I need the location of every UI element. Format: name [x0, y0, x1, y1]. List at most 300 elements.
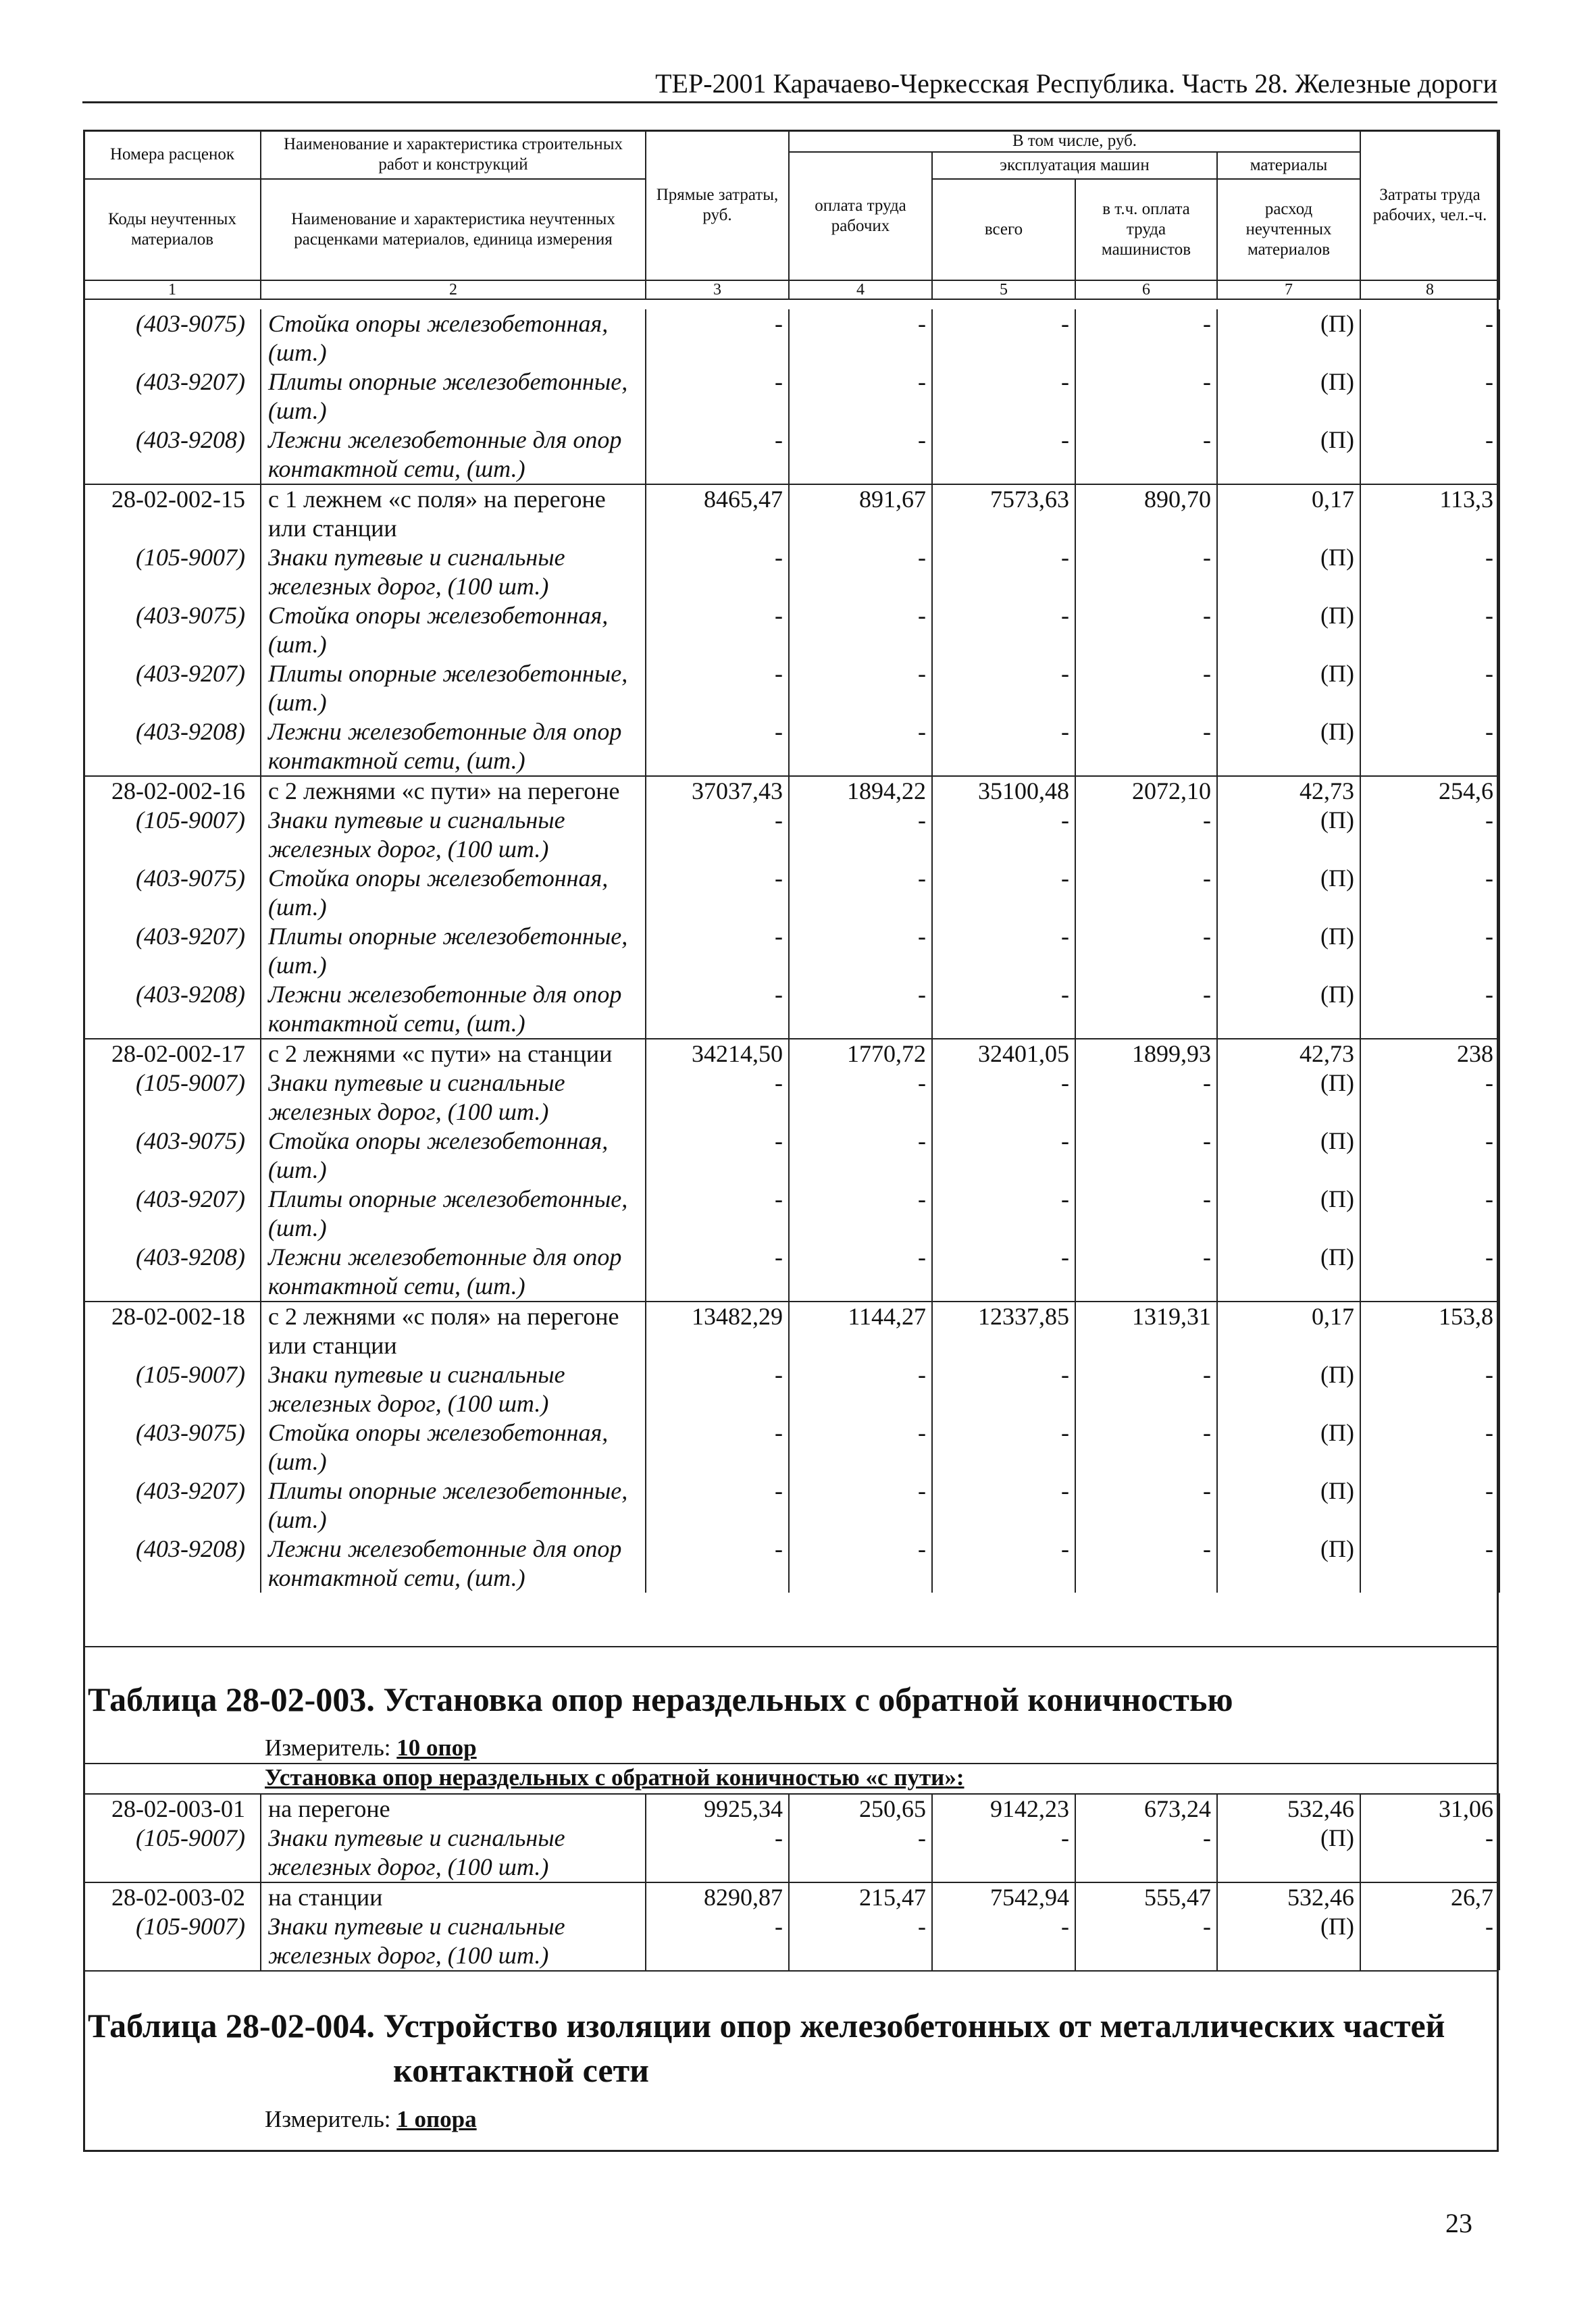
material-row [84, 1418, 1499, 1476]
rate-description: с 1 лежнем «с поля» на перегоне или станции [261, 484, 646, 543]
material-description [261, 1360, 646, 1418]
value-col-7: (П) [1217, 980, 1360, 1039]
measure-value: 10 опор [396, 1734, 477, 1761]
material-code: (403-9208) [84, 1243, 261, 1302]
column-number: 3 [646, 280, 789, 299]
value-col-8: 254,6 [1360, 776, 1499, 806]
header-material-usage: расход неучтенных материалов [1217, 179, 1360, 280]
material-description [261, 1824, 646, 1882]
value-col-4: - [789, 864, 932, 922]
value-col-4: 1894,22 [789, 776, 932, 806]
material-description [261, 1069, 646, 1127]
material-code: (105-9007) [84, 806, 261, 864]
material-description [261, 806, 646, 864]
value-col-7: (П) [1217, 1127, 1360, 1185]
material-description-text: Знаки путевые и сигнальные железных дорог, (100 шт.) [268, 544, 565, 600]
value-col-4: - [789, 922, 932, 980]
value-col-8: - [1360, 1824, 1499, 1882]
material-row [84, 1069, 1499, 1127]
value-col-3: 13482,29 [646, 1302, 789, 1360]
material-description-text: Стойка опоры железобетонная, (шт.) [268, 865, 609, 921]
header-materials: материалы [1217, 152, 1360, 179]
value-col-5: 12337,85 [932, 1302, 1075, 1360]
value-col-5: - [932, 864, 1075, 922]
value-col-3: - [646, 1360, 789, 1418]
value-col-6: - [1075, 1418, 1217, 1476]
material-code: (105-9007) [84, 1912, 261, 1970]
value-col-6: - [1075, 980, 1217, 1039]
page-header: ТЕР-2001 Карачаево-Черкесская Республика. Часть 28. Железные дороги [655, 68, 1497, 99]
value-col-7: (П) [1217, 367, 1360, 426]
value-col-7: 0,17 [1217, 1302, 1360, 1360]
value-col-5: - [932, 659, 1075, 717]
value-col-8: - [1360, 1069, 1499, 1127]
rate-row [84, 1302, 1499, 1360]
value-col-6: - [1075, 543, 1217, 601]
value-col-3: 8290,87 [646, 1882, 789, 1912]
header-including: В том числе, руб. [789, 130, 1360, 152]
material-description [261, 980, 646, 1039]
value-col-5: 35100,48 [932, 776, 1075, 806]
value-col-5: 7573,63 [932, 484, 1075, 543]
header-machines: эксплуатация машин [932, 152, 1217, 179]
material-code: (403-9075) [84, 601, 261, 659]
value-col-6: - [1075, 1069, 1217, 1127]
value-col-3: 8465,47 [646, 484, 789, 543]
value-col-4: - [789, 717, 932, 776]
material-description-text: Стойка опоры железобетонная, (шт.) [268, 1127, 609, 1183]
column-number: 8 [1360, 280, 1499, 299]
value-col-7: (П) [1217, 659, 1360, 717]
value-col-5: - [932, 1418, 1075, 1476]
material-code: (403-9208) [84, 426, 261, 484]
column-number: 6 [1075, 280, 1217, 299]
value-col-5: 32401,05 [932, 1039, 1075, 1069]
value-col-3: - [646, 1912, 789, 1970]
material-description [261, 1476, 646, 1535]
value-col-5: - [932, 980, 1075, 1039]
material-description-text: Плиты опорные железобетонные, (шт.) [268, 1185, 628, 1241]
value-col-4: 215,47 [789, 1882, 932, 1912]
value-col-4: - [789, 1127, 932, 1185]
material-description-text: Знаки путевые и сигнальные железных дорог, (100 шт.) [268, 806, 565, 863]
material-description [261, 1535, 646, 1593]
value-col-7: (П) [1217, 543, 1360, 601]
rates-table-002 [83, 309, 1500, 1593]
value-col-3: - [646, 543, 789, 601]
measure-value: 1 опора [396, 2106, 477, 2132]
value-col-4: - [789, 980, 932, 1039]
material-row [84, 659, 1499, 717]
rate-code: 28-02-002-18 [84, 1302, 261, 1360]
divider [83, 1646, 1499, 1647]
value-col-6: - [1075, 1243, 1217, 1302]
value-col-3: - [646, 1127, 789, 1185]
value-col-7: (П) [1217, 1535, 1360, 1593]
value-col-6: - [1075, 309, 1217, 367]
value-col-6: 673,24 [1075, 1794, 1217, 1824]
material-description-text: Знаки путевые и сигнальные железных дорог, (100 шт.) [268, 1913, 565, 1969]
header-worker-pay: оплата труда рабочих [789, 152, 932, 280]
value-col-7: (П) [1217, 806, 1360, 864]
value-col-8: - [1360, 1360, 1499, 1418]
material-row [84, 922, 1499, 980]
material-description [261, 1243, 646, 1302]
value-col-4: - [789, 1824, 932, 1882]
rate-code: 28-02-003-02 [84, 1882, 261, 1912]
value-col-8: - [1360, 1418, 1499, 1476]
value-col-4: 1770,72 [789, 1039, 932, 1069]
value-col-3: - [646, 717, 789, 776]
material-code: (403-9208) [84, 717, 261, 776]
value-col-3: - [646, 1243, 789, 1302]
material-description [261, 1127, 646, 1185]
material-row [84, 1912, 1499, 1970]
value-col-6: - [1075, 806, 1217, 864]
material-description-text: Стойка опоры железобетонная, (шт.) [268, 602, 609, 658]
value-col-8: - [1360, 659, 1499, 717]
value-col-4: - [789, 1185, 932, 1243]
value-col-7: (П) [1217, 601, 1360, 659]
material-row [84, 367, 1499, 426]
material-row [84, 980, 1499, 1039]
value-col-7: 42,73 [1217, 776, 1360, 806]
material-code: (403-9207) [84, 659, 261, 717]
table-004-measure [265, 2106, 477, 2133]
value-col-7: 0,17 [1217, 484, 1360, 543]
material-description [261, 1418, 646, 1476]
value-col-5: - [932, 1185, 1075, 1243]
value-col-8: - [1360, 806, 1499, 864]
value-col-3: - [646, 309, 789, 367]
value-col-3: - [646, 1418, 789, 1476]
material-description [261, 309, 646, 367]
value-col-5: - [932, 543, 1075, 601]
value-col-7: (П) [1217, 717, 1360, 776]
material-row [84, 806, 1499, 864]
material-row [84, 543, 1499, 601]
value-col-8: - [1360, 1127, 1499, 1185]
rate-code: 28-02-002-15 [84, 484, 261, 543]
value-col-4: - [789, 1069, 932, 1127]
value-col-4: - [789, 1912, 932, 1970]
table-003-measure [265, 1734, 477, 1762]
material-code: (403-9075) [84, 309, 261, 367]
value-col-5: - [932, 1912, 1075, 1970]
value-col-6: 2072,10 [1075, 776, 1217, 806]
value-col-6: - [1075, 864, 1217, 922]
material-row [84, 309, 1499, 367]
value-col-3: - [646, 367, 789, 426]
value-col-7: (П) [1217, 426, 1360, 484]
value-col-8: - [1360, 1535, 1499, 1593]
value-col-5: - [932, 1476, 1075, 1535]
value-col-3: - [646, 601, 789, 659]
value-col-3: 37037,43 [646, 776, 789, 806]
divider [83, 1970, 1499, 1972]
material-code: (403-9075) [84, 1418, 261, 1476]
value-col-5: - [932, 601, 1075, 659]
header-work-name: Наименование и характеристика строительных работ и конструкций [261, 130, 646, 179]
value-col-6: - [1075, 426, 1217, 484]
material-code: (403-9208) [84, 980, 261, 1039]
material-code: (105-9007) [84, 543, 261, 601]
value-col-5: - [932, 1243, 1075, 1302]
rate-code: 28-02-002-16 [84, 776, 261, 806]
value-col-5: - [932, 1360, 1075, 1418]
material-description-text: Плиты опорные железобетонные, (шт.) [268, 660, 628, 716]
value-col-4: 1144,27 [789, 1302, 932, 1360]
material-description-text: Знаки путевые и сигнальные железных дорог, (100 шт.) [268, 1069, 565, 1125]
material-description [261, 717, 646, 776]
column-number: 1 [84, 280, 261, 299]
value-col-7: 42,73 [1217, 1039, 1360, 1069]
material-description-text: Лежни железобетонные для опор контактной сети, (шт.) [268, 1535, 622, 1591]
material-description [261, 367, 646, 426]
value-col-8: - [1360, 426, 1499, 484]
value-col-8: - [1360, 601, 1499, 659]
value-col-4: - [789, 309, 932, 367]
header-direct-costs: Прямые затраты, руб. [646, 130, 789, 280]
material-row [84, 864, 1499, 922]
material-row [84, 1243, 1499, 1302]
material-description [261, 426, 646, 484]
material-row [84, 1360, 1499, 1418]
value-col-4: - [789, 1535, 932, 1593]
material-description-text: Знаки путевые и сигнальные железных дорог, (100 шт.) [268, 1824, 565, 1880]
value-col-7: (П) [1217, 922, 1360, 980]
header-rule [82, 101, 1497, 103]
value-col-8: - [1360, 1912, 1499, 1970]
value-col-3: - [646, 806, 789, 864]
material-description-text: Лежни железобетонные для опор контактной сети, (шт.) [268, 1243, 622, 1300]
material-code: (403-9075) [84, 1127, 261, 1185]
value-col-3: - [646, 1824, 789, 1882]
rate-row [84, 776, 1499, 806]
material-description [261, 543, 646, 601]
value-col-8: - [1360, 980, 1499, 1039]
value-col-7: (П) [1217, 309, 1360, 367]
material-description [261, 601, 646, 659]
material-row [84, 717, 1499, 776]
page-number: 23 [1445, 2208, 1472, 2238]
measure-label: Измеритель: [265, 1734, 391, 1761]
value-col-8: - [1360, 864, 1499, 922]
value-col-8: 153,8 [1360, 1302, 1499, 1360]
rate-description: с 2 лежнями «с пути» на станции [261, 1039, 646, 1069]
value-col-3: - [646, 1476, 789, 1535]
rate-description: на станции [261, 1882, 646, 1912]
value-col-4: - [789, 543, 932, 601]
material-description-text: Лежни железобетонные для опор контактной сети, (шт.) [268, 718, 622, 774]
value-col-7: 532,46 [1217, 1882, 1360, 1912]
rate-description: на перегоне [261, 1794, 646, 1824]
value-col-8: - [1360, 717, 1499, 776]
material-code: (403-9207) [84, 367, 261, 426]
value-col-8: 26,7 [1360, 1882, 1499, 1912]
value-col-4: - [789, 1243, 932, 1302]
value-col-3: 9925,34 [646, 1794, 789, 1824]
value-col-5: 7542,94 [932, 1882, 1075, 1912]
rates-table-003 [83, 1793, 1500, 1970]
rate-code: 28-02-003-01 [84, 1794, 261, 1824]
material-row [84, 1476, 1499, 1535]
value-col-4: 250,65 [789, 1794, 932, 1824]
value-col-3: 34214,50 [646, 1039, 789, 1069]
table-003-title: Таблица 28-02-003. Установка опор нераздельных с обратной коничностью [88, 1680, 1233, 1718]
material-row [84, 1185, 1499, 1243]
material-description-text: Стойка опоры железобетонная, (шт.) [268, 310, 609, 366]
material-code: (105-9007) [84, 1069, 261, 1127]
value-col-5: - [932, 922, 1075, 980]
material-code: (105-9007) [84, 1360, 261, 1418]
value-col-8: - [1360, 922, 1499, 980]
rate-code: 28-02-002-17 [84, 1039, 261, 1069]
value-col-7: (П) [1217, 1243, 1360, 1302]
value-col-3: - [646, 980, 789, 1039]
value-col-7: (П) [1217, 1185, 1360, 1243]
header-rate-number: Номера расценок [84, 130, 261, 179]
value-col-4: 891,67 [789, 484, 932, 543]
value-col-5: - [932, 367, 1075, 426]
value-col-8: - [1360, 367, 1499, 426]
table-004-title-line2: контактной сети [393, 2051, 649, 2089]
value-col-7: (П) [1217, 1912, 1360, 1970]
value-col-8: - [1360, 1185, 1499, 1243]
value-col-8: - [1360, 309, 1499, 367]
value-col-6: - [1075, 1185, 1217, 1243]
value-col-6: - [1075, 1824, 1217, 1882]
value-col-6: - [1075, 1535, 1217, 1593]
rate-row [84, 1039, 1499, 1069]
material-description-text: Плиты опорные железобетонные, (шт.) [268, 923, 628, 979]
material-row [84, 1824, 1499, 1882]
value-col-6: - [1075, 1476, 1217, 1535]
material-code: (403-9075) [84, 864, 261, 922]
value-col-6: - [1075, 922, 1217, 980]
material-description-text: Стойка опоры железобетонная, (шт.) [268, 1419, 609, 1475]
material-code: (403-9207) [84, 1185, 261, 1243]
value-col-6: 1899,93 [1075, 1039, 1217, 1069]
value-col-5: - [932, 309, 1075, 367]
value-col-7: (П) [1217, 1824, 1360, 1882]
rate-description: с 2 лежнями «с пути» на перегоне [261, 776, 646, 806]
value-col-4: - [789, 367, 932, 426]
value-col-4: - [789, 659, 932, 717]
value-col-5: - [932, 806, 1075, 864]
material-row [84, 1127, 1499, 1185]
value-col-5: - [932, 1535, 1075, 1593]
table-003-section: Установка опор нераздельных с обратной коничностью «с пути»: [265, 1764, 964, 1791]
value-col-6: - [1075, 1127, 1217, 1185]
header-material-codes: Коды неучтенных материалов [84, 179, 261, 280]
value-col-8: - [1360, 1243, 1499, 1302]
material-description [261, 659, 646, 717]
value-col-5: - [932, 1069, 1075, 1127]
rate-row [84, 1794, 1499, 1824]
rate-row [84, 1882, 1499, 1912]
rate-description: с 2 лежнями «с поля» на перегоне или станции [261, 1302, 646, 1360]
value-col-7: (П) [1217, 1476, 1360, 1535]
value-col-5: - [932, 426, 1075, 484]
material-description-text: Плиты опорные железобетонные, (шт.) [268, 368, 628, 424]
header-machines-total: всего [932, 179, 1075, 280]
value-col-4: - [789, 1360, 932, 1418]
column-number: 7 [1217, 280, 1360, 299]
value-col-6: - [1075, 717, 1217, 776]
value-col-3: - [646, 1185, 789, 1243]
value-col-6: 1319,31 [1075, 1302, 1217, 1360]
value-col-7: 532,46 [1217, 1794, 1360, 1824]
material-code: (403-9207) [84, 1476, 261, 1535]
material-code: (403-9207) [84, 922, 261, 980]
value-col-4: - [789, 806, 932, 864]
value-col-4: - [789, 1476, 932, 1535]
value-col-3: - [646, 426, 789, 484]
value-col-5: 9142,23 [932, 1794, 1075, 1824]
material-description [261, 922, 646, 980]
rate-row [84, 484, 1499, 543]
material-description-text: Лежни железобетонные для опор контактной сети, (шт.) [268, 426, 622, 482]
material-row [84, 426, 1499, 484]
value-col-6: - [1075, 367, 1217, 426]
value-col-7: (П) [1217, 1360, 1360, 1418]
value-col-3: - [646, 1069, 789, 1127]
value-col-5: - [932, 1824, 1075, 1882]
value-col-3: - [646, 1535, 789, 1593]
value-col-8: - [1360, 1476, 1499, 1535]
value-col-5: - [932, 1127, 1075, 1185]
value-col-4: - [789, 1418, 932, 1476]
value-col-7: (П) [1217, 864, 1360, 922]
material-description [261, 864, 646, 922]
column-number: 5 [932, 280, 1075, 299]
value-col-6: - [1075, 1912, 1217, 1970]
material-description-text: Знаки путевые и сигнальные железных дорог, (100 шт.) [268, 1361, 565, 1417]
table-004-title-line1: Таблица 28-02-004. Устройство изоляции опор железобетонных от металлических частей [88, 2007, 1445, 2045]
value-col-5: - [932, 717, 1075, 776]
value-col-8: 31,06 [1360, 1794, 1499, 1824]
material-description-text: Плиты опорные железобетонные, (шт.) [268, 1477, 628, 1533]
header-material-name: Наименование и характеристика неучтенных расценками материалов, единица измерения [261, 179, 646, 280]
value-col-7: (П) [1217, 1418, 1360, 1476]
value-col-6: - [1075, 1360, 1217, 1418]
value-col-6: 890,70 [1075, 484, 1217, 543]
value-col-6: - [1075, 659, 1217, 717]
value-col-6: - [1075, 601, 1217, 659]
measure-label: Измеритель: [265, 2106, 391, 2132]
value-col-6: 555,47 [1075, 1882, 1217, 1912]
header-labor: Затраты труда рабочих, чел.-ч. [1360, 130, 1499, 280]
material-description-text: Лежни железобетонные для опор контактной сети, (шт.) [268, 981, 622, 1037]
value-col-8: - [1360, 543, 1499, 601]
value-col-8: 238 [1360, 1039, 1499, 1069]
table-header [83, 130, 1500, 300]
material-code: (105-9007) [84, 1824, 261, 1882]
material-description [261, 1912, 646, 1970]
column-number: 4 [789, 280, 932, 299]
header-machinist-pay: в т.ч. оплата труда машинистов [1075, 179, 1217, 280]
value-col-7: (П) [1217, 1069, 1360, 1127]
value-col-3: - [646, 922, 789, 980]
material-row [84, 1535, 1499, 1593]
value-col-4: - [789, 426, 932, 484]
column-number: 2 [261, 280, 646, 299]
value-col-3: - [646, 659, 789, 717]
value-col-4: - [789, 601, 932, 659]
material-code: (403-9208) [84, 1535, 261, 1593]
value-col-8: 113,3 [1360, 484, 1499, 543]
